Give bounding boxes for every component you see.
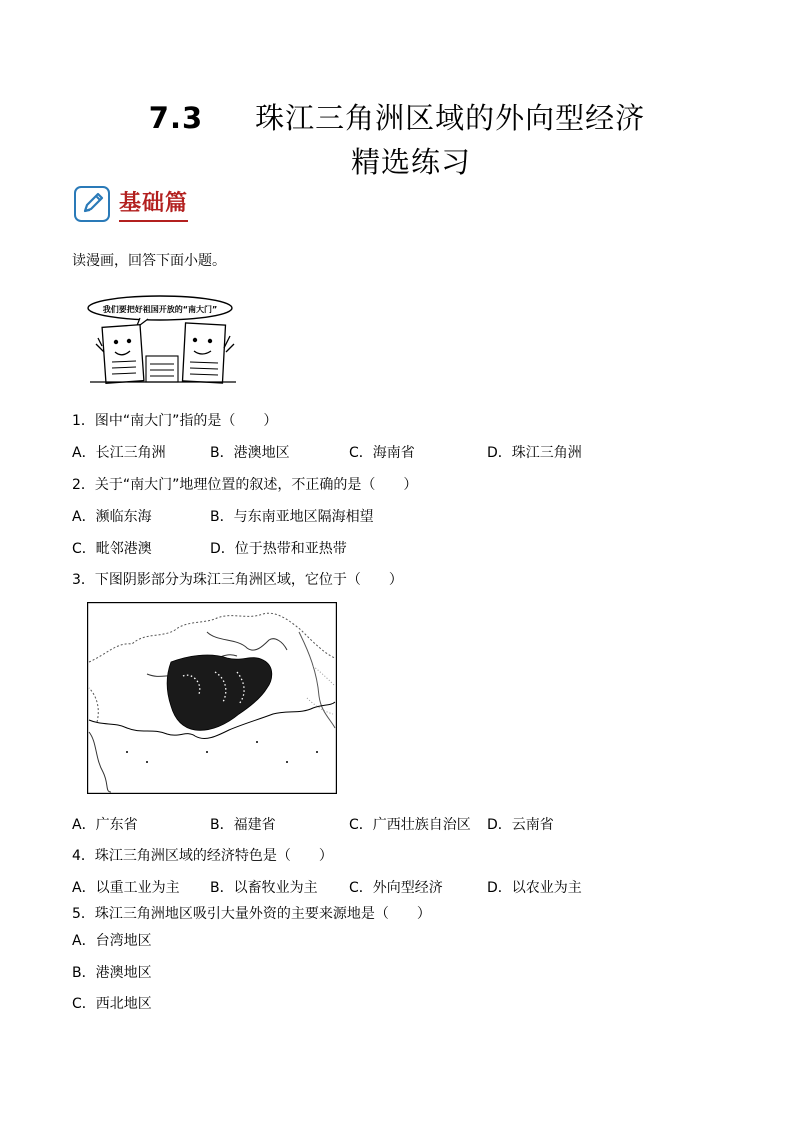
question-2-option-d[interactable]: D．位于热带和亚热带: [210, 541, 347, 557]
chapter-title: 珠江三角洲区域的外向型经济: [255, 101, 646, 135]
chapter-number: 7.3: [148, 101, 204, 135]
question-2-option-b[interactable]: B．与东南亚地区隔海相望: [210, 509, 374, 525]
question-4-option-c[interactable]: C．外向型经济: [349, 880, 443, 896]
question-2-option-a[interactable]: A．濒临东海: [72, 509, 152, 525]
question-1-option-c[interactable]: C．海南省: [349, 445, 415, 461]
question-3-stem: 3．下图阴影部分为珠江三角洲区域，它位于（ ）: [72, 572, 403, 588]
question-3-option-c[interactable]: C．广西壮族自治区: [349, 817, 471, 833]
question-1-option-a[interactable]: A．长江三角洲: [72, 445, 166, 461]
question-2-option-c[interactable]: C．毗邻港澳: [72, 541, 152, 557]
section-title: 基础篇: [119, 186, 188, 222]
question-4-option-a[interactable]: A．以重工业为主: [72, 880, 180, 896]
cartoon-speech: 我们要把好祖国开放的“南大门”: [102, 305, 218, 314]
question-5-option-b[interactable]: B．港澳地区: [72, 965, 152, 981]
question-5-option-a[interactable]: A．台湾地区: [72, 933, 152, 949]
question-3-option-a[interactable]: A．广东省: [72, 817, 138, 833]
question-1-option-d[interactable]: D．珠江三角洲: [487, 445, 582, 461]
question-4-option-d[interactable]: D．以农业为主: [487, 880, 582, 896]
section-header: [74, 186, 188, 222]
cartoon-illustration: [84, 294, 240, 386]
question-5-stem: 5．珠江三角洲地区吸引大量外资的主要来源地是（ ）: [72, 906, 431, 922]
question-4-option-b[interactable]: B．以畜牧业为主: [210, 880, 318, 896]
question-5-option-c[interactable]: C．西北地区: [72, 996, 152, 1012]
question-3-option-b[interactable]: B．福建省: [210, 817, 276, 833]
question-1-stem: 1．图中“南大门”指的是（ ）: [72, 413, 278, 429]
pencil-edit-icon: [74, 186, 110, 222]
page-title: [0, 96, 794, 137]
question-2-stem: 2．关于“南大门”地理位置的叙述，不正确的是（ ）: [72, 477, 418, 493]
page-subtitle: 精选练习: [350, 145, 471, 179]
question-3-option-d[interactable]: D．云南省: [487, 817, 554, 833]
question-1-option-b[interactable]: B．港澳地区: [210, 445, 290, 461]
question-4-stem: 4．珠江三角洲区域的经济特色是（ ）: [72, 848, 333, 864]
intro-text: 读漫画，回答下面小题。: [72, 253, 226, 269]
pearl-river-delta-map: [87, 602, 337, 794]
